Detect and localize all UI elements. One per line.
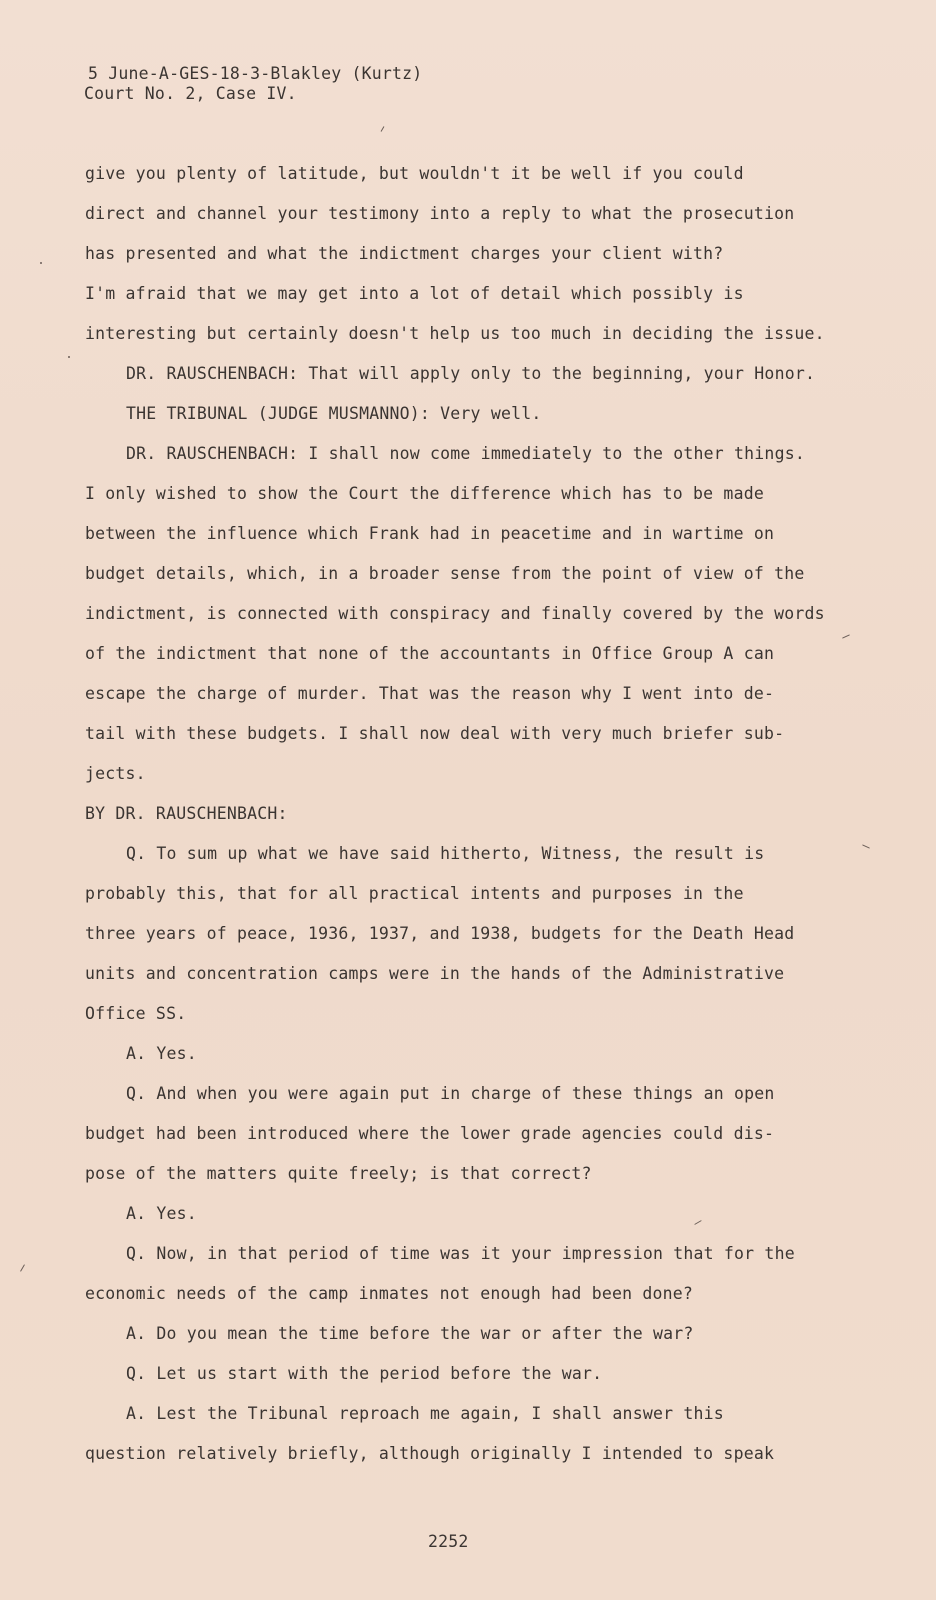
body-line: jects.	[85, 764, 146, 783]
paper-speck	[842, 634, 850, 638]
paper-speck	[694, 1220, 701, 1225]
paper-speck	[20, 1264, 25, 1271]
body-line: between the influence which Frank had in peacetime and in wartime on	[85, 524, 775, 543]
body-line: I only wished to show the Court the difference which has to be made	[85, 484, 764, 503]
body-line: units and concentration camps were in the hands of the Administrative	[85, 964, 785, 983]
paper-speck	[381, 126, 385, 132]
header-line-1: 5 June-A-GES-18-3-Blakley (Kurtz)	[88, 64, 423, 83]
body-line: A. Lest the Tribunal reproach me again, I shall answer this	[126, 1404, 724, 1423]
body-line: DR. RAUSCHENBACH: I shall now come immediately to the other things.	[126, 444, 805, 463]
body-line: three years of peace, 1936, 1937, and 1938, budgets for the Death Head	[85, 924, 795, 943]
body-line: Q. To sum up what we have said hitherto, Witness, the result is	[126, 844, 765, 863]
body-line: BY DR. RAUSCHENBACH:	[85, 804, 288, 823]
body-line: Q. And when you were again put in charge of these things an open	[126, 1084, 775, 1103]
body-line: give you plenty of latitude, but wouldn't it be well if you could	[85, 164, 744, 183]
paper-speck	[40, 262, 42, 264]
body-line: has presented and what the indictment charges your client with?	[85, 244, 724, 263]
body-line: pose of the matters quite freely; is that correct?	[85, 1164, 592, 1183]
page-number: 2252	[428, 1532, 469, 1551]
body-line: economic needs of the camp inmates not enough had been done?	[85, 1284, 694, 1303]
body-line: Q. Let us start with the period before the war.	[126, 1364, 603, 1383]
body-line: A. Do you mean the time before the war or after the war?	[126, 1324, 694, 1343]
body-line: THE TRIBUNAL (JUDGE MUSMANNO): Very well.	[126, 404, 542, 423]
body-line: interesting but certainly doesn't help us too much in deciding the issue.	[85, 324, 825, 343]
body-line: of the indictment that none of the accountants in Office Group A can	[85, 644, 775, 663]
body-line: escape the charge of murder. That was the reason why I went into de-	[85, 684, 775, 703]
body-line: I'm afraid that we may get into a lot of detail which possibly is	[85, 284, 744, 303]
body-line: tail with these budgets. I shall now deal with very much briefer sub-	[85, 724, 785, 743]
body-line: DR. RAUSCHENBACH: That will apply only to the beginning, your Honor.	[126, 364, 816, 383]
body-line: budget had been introduced where the lower grade agencies could dis-	[85, 1124, 775, 1143]
body-line: A. Yes.	[126, 1204, 197, 1223]
body-line: Office SS.	[85, 1004, 187, 1023]
paper-speck	[862, 844, 870, 848]
body-line: question relatively briefly, although originally I intended to speak	[85, 1444, 775, 1463]
body-line: A. Yes.	[126, 1044, 197, 1063]
body-line: budget details, which, in a broader sense from the point of view of the	[85, 564, 805, 583]
header-line-2: Court No. 2, Case IV.	[84, 84, 297, 103]
paper-speck	[68, 356, 70, 358]
body-line: indictment, is connected with conspiracy and finally covered by the words	[85, 604, 825, 623]
body-line: direct and channel your testimony into a reply to what the prosecution	[85, 204, 795, 223]
body-line: Q. Now, in that period of time was it your impression that for the	[126, 1244, 795, 1263]
body-line: probably this, that for all practical intents and purposes in the	[85, 884, 744, 903]
